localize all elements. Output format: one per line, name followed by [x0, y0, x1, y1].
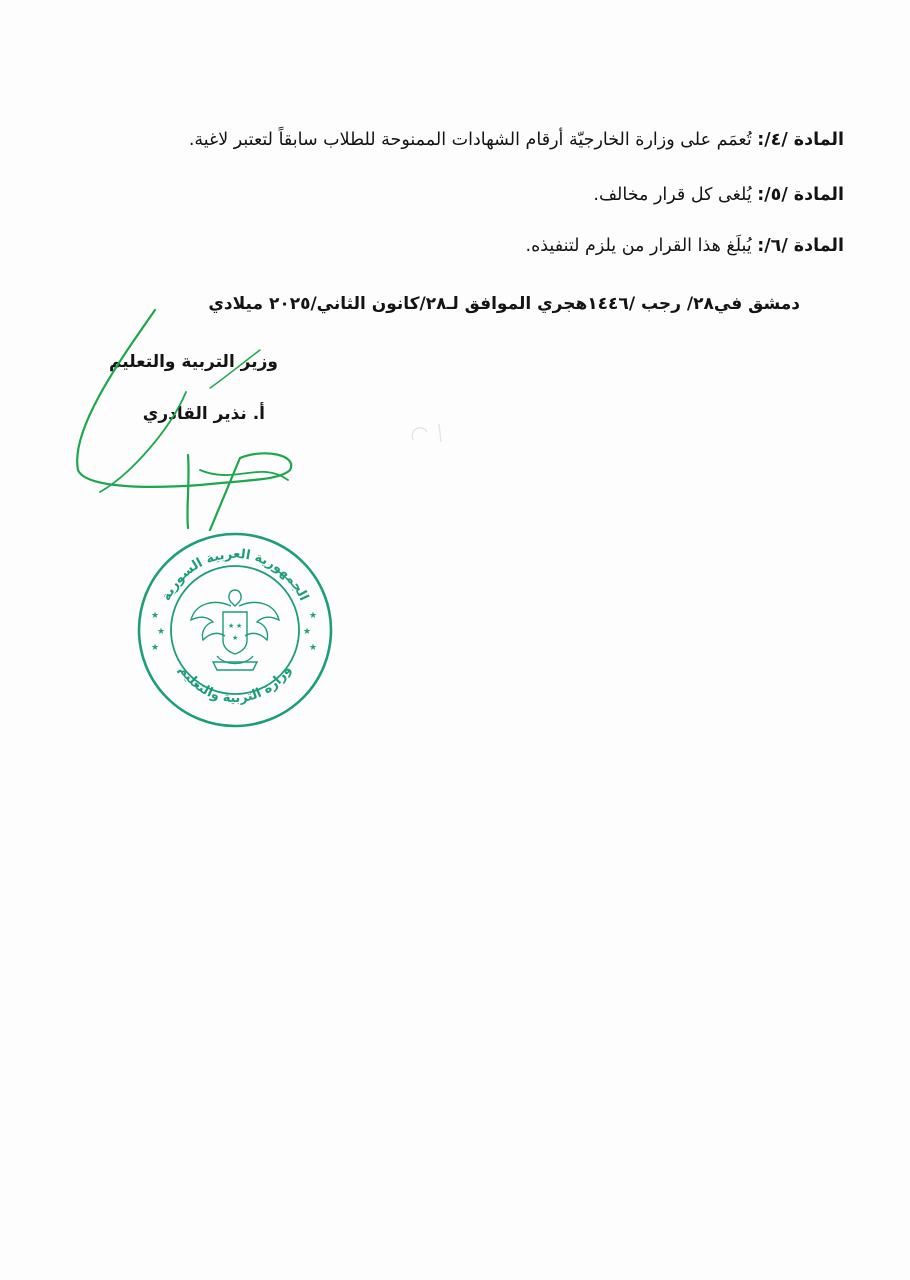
emblem-stars — [228, 622, 242, 642]
article-6-label: المادة /٦/: — [757, 236, 844, 256]
svg-text:★: ★ — [151, 611, 160, 621]
article-6 — [526, 233, 844, 259]
eagle-emblem-icon — [191, 590, 279, 670]
seal-stars — [151, 611, 317, 653]
article-6-text: يُبلَغ هذا القرار من يلزم لتنفيذه. — [525, 236, 758, 256]
svg-text:★: ★ — [309, 611, 318, 621]
article-5-text: يُلغى كل قرار مخالف. — [593, 185, 758, 205]
ministry-seal — [133, 528, 337, 732]
article-4 — [64, 128, 844, 153]
svg-text:★: ★ — [236, 622, 243, 630]
minister-name: أ. نذير القادري — [142, 404, 265, 424]
svg-text:★: ★ — [151, 643, 160, 653]
article-5-label: المادة /٥/: — [757, 185, 844, 205]
faint-mark — [405, 420, 455, 446]
article-4-text: تُعمَم على وزارة الخارجيّة أرقام الشهادات الممنوحة للطلاب سابقاً لتعتبر لاغية. — [188, 130, 758, 150]
seal-top-text: الجمهورية العربية السورية — [158, 546, 312, 604]
svg-text:★: ★ — [232, 634, 239, 642]
svg-text:★: ★ — [303, 627, 312, 637]
svg-text:★: ★ — [157, 627, 166, 637]
minister-signature — [60, 280, 350, 540]
article-4-label: المادة /٤/: — [757, 130, 844, 150]
svg-text:★: ★ — [228, 622, 235, 630]
minister-title: وزير التربية والتعليم — [108, 352, 278, 372]
article-5 — [593, 182, 844, 208]
issuance-date-line: دمشق في٢٨/ رجب /١٤٤٦هجري الموافق لـ٢٨/كانون الثاني/٢٠٢٥ ميلادي — [208, 294, 800, 314]
seal-bottom-text: وزارة التربية والتعليم — [175, 663, 295, 707]
svg-text:★: ★ — [309, 643, 318, 653]
